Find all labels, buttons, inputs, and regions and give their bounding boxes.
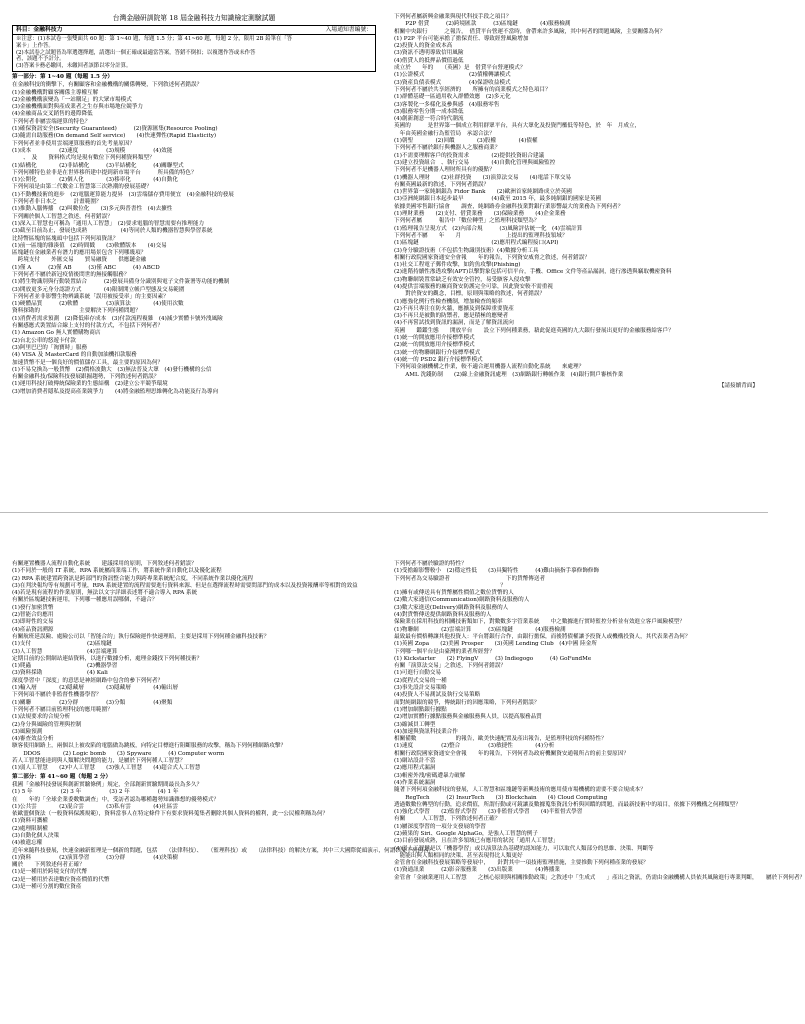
question-line: (4)不再嘗試找到資訊的漏洞，而是了解資訊流向 xyxy=(394,320,514,327)
question-line: (1)將生物識別與行動裝置結合 (2)發展具備身分識別與電子文件簽署等功能的機制 xyxy=(12,279,230,286)
question-line: 透過數數位轉型的行動，追求價值，所謂行動或可鏡讓及數據蒐集資訊分析與回饋的問題，而最新技術中的項目，依據下列機構之何種類型？ xyxy=(394,801,741,808)
question-line: 下列何者屬 報告中「數位轉型」之監理科技類型為？ xyxy=(394,218,540,225)
back-right-column xyxy=(394,561,805,882)
question-line: 下列何項不屬於非監督性機器學習？ xyxy=(12,692,102,699)
question-line: 下列何者不屬於新冠疫情後問世的無接觸服務？ xyxy=(12,272,130,278)
question-line: (1)金融機構對顧客關係主導權互解 xyxy=(12,89,99,96)
question-line: 下列何者並非影響生物辨識系統「誤用被接受率」的主要因素？ xyxy=(12,293,169,300)
question-line: 、 及 資料格式均是現有數位下列何種資料類型？ xyxy=(12,155,155,162)
question-line: (1)弱人工智慧 (2)中人工智慧 (3)強人工智慧 (4)超合式人工智慧 xyxy=(12,765,201,772)
question-line: (2)身分與風險的管理與控制 xyxy=(12,721,82,728)
question-line: (1)世界第一家純網銀為 Fidor Bank (2)歐洲首家純網路成立於英國 xyxy=(394,189,572,196)
question-line: 下列何者不屬於共享經濟的 所擁有的商業模式之特色項目？ xyxy=(394,86,551,93)
question-line: 下列何者並非使用雲端運算服務的首先考量原因？ xyxy=(12,140,136,147)
question-line: (1)網站設計不當 xyxy=(394,758,436,765)
question-line: (2)從程式交易的一種 xyxy=(394,677,447,684)
question-line: 對於資安的觀念，目標，原則與策略的敘述，何者錯誤？ xyxy=(394,291,546,298)
question-line: (1)是一種用於跨境支付的代幣 xyxy=(12,869,88,876)
question-line: 下列何種特色並非是在世界移所建中提到新市場平台 所具備的特色？ xyxy=(12,169,197,176)
question-line: 下列何者屬新興金融業與現代科技手段之項目？ xyxy=(394,14,512,20)
question-line: (1)應強化例行性檢查機制，增加檢查的頻率 xyxy=(394,298,503,305)
question-line: (3)縮減員工轉型 xyxy=(394,721,436,728)
question-line: (2)投資人的資金成本高 xyxy=(394,43,453,50)
question-line: (1)不同於一般的 IT 系統，RPA 系統屬商業端工作，將系統作業自動化以及優化流程 xyxy=(12,568,222,575)
question-line: (1)增加網點銀行據點 xyxy=(394,706,447,713)
question-line: 深度學習中「深度」的意思是神經網路中包含的參下列何者？ xyxy=(12,677,164,684)
question-line: 下列哪一個平台是由臺灣的業者所經營？ xyxy=(394,648,495,655)
question-line: (3)資產負債表模式 (4)保證收益模式 xyxy=(394,79,511,86)
question-line: (1)社交工程電子郵件攻擊，如釣魚攻擊(Phishing) xyxy=(394,262,521,269)
question-line: (1)推動入腦傳播 (2)叫數位化 (3)多元與普書性 (4)去擴性 xyxy=(12,206,173,213)
question-line: 下列何項金融機構之作業，較不適合運用機器人流程自動化系統 來處理？ xyxy=(394,364,585,371)
question-line: (2)蘋果的 Siri、Google AlphaGo，是強人工智慧的例子 xyxy=(394,830,538,837)
question-line: (2)數大家通信(Communication)網路資料及服務的人 xyxy=(394,597,530,604)
instruction-line: (2)本試卷之試題皆為單選選擇題，請選出一個正確或最適當答案，答錯不倒扣；以複選作答或未作答 xyxy=(16,49,256,56)
question-line: 資料探勘的 主要解決下列何種問題？ xyxy=(12,308,141,315)
question-line: (1)統一的開放應用介接標準模式 xyxy=(394,335,475,342)
instruction-line: 者，該題不予計分。 xyxy=(16,56,65,63)
question-line: 相關行政院國家資通安全會報 年的報告，下列何者為政府機關資安通報所占的前主要原因？ xyxy=(394,750,629,757)
front-right-column xyxy=(394,14,758,390)
question-line: 下列關於個人工智慧之敘述，何者錯誤？ xyxy=(12,213,113,220)
question-line: (1)英國 Zopa (2)美國 Prosper (3)英國 Lending Club (4)中國 陸金所 xyxy=(394,641,597,648)
question-line: (2)不再只專注在防火牆，應擴及到保障重要資產 xyxy=(394,305,514,312)
question-line: (1)運用科技打破傳統保險業的生態結構 (2)建立公平競爭環境 xyxy=(12,381,168,388)
question-line: RegTech (2) InsurTech (3) Blockchain (4) Cloud Computing xyxy=(394,794,608,801)
question-line: 隨著下列何項金融科技的發展，人工智慧和區塊鏈等新興技術的應用使市場機構的需要不要合規成本？ xyxy=(394,787,646,794)
question-line: (3)人工智慧 (4)雲端運算 xyxy=(12,648,118,655)
question-line: 下列何者非日本之 計畫範圍？ xyxy=(12,199,102,206)
question-line: 英國 鑑鑑生態 開放平台 設立下列何種業務，藉此促進英國的九大銀行發展出更好的金融服務給客戶？ xyxy=(394,327,674,334)
question-line: (2)統一的開放應用介接標準模式 xyxy=(394,342,475,349)
front-left-column xyxy=(12,14,376,396)
question-line: (3)目前發展成熟，且在許多領域已有應用的狀況「通用人工智慧」 xyxy=(394,838,559,845)
question-line: 在 年的「全球企業委數數調查」中，受訪者認為哪種趨勢知識雜想的優勢模式？ xyxy=(12,796,219,803)
question-line: (4)對貨幣傳送提供網路資料及服務的人 xyxy=(394,612,492,619)
question-line: (1)強化式學習 (2)監督式學習 (3)非監督式學習 (4)半監督式學習 xyxy=(394,809,583,816)
question-line: (1)公共雲 (2)混合雲 (3)私有雲 (4)社區雲 xyxy=(12,803,178,810)
question-line: (1)僅 A (2)僅 AB (3)僅 ABC (4) ABCD xyxy=(12,264,160,271)
question-line: (1)群體基礎一區通用收入群體效應 (2)多元化 xyxy=(394,94,511,101)
question-line: (1)屬深度學習的一項分支發展的學習 xyxy=(394,823,486,830)
question-line: 成立於 年的 （英國）是 借貸平台營運模式？ xyxy=(394,65,526,72)
question-line: 金管會在金融科技發展策略等發展中， 針對其中一項技術監理措施，主要推動下列何種產業的發展？ xyxy=(394,860,649,867)
question-line: (1)深入工智慧也可稱為「通用人工智慧」 (2)要求電腦的智慧需要有推理能力 xyxy=(12,220,205,227)
question-line: (4)加速與資訊科技業合作 xyxy=(394,728,458,735)
question-line: (1)物聯網 (2)雲端計算 (3)區塊鏈 (4)服務檢測 xyxy=(394,626,566,633)
question-line: 有關「演算法交易」之敘述，下列何者錯誤？ xyxy=(394,663,506,670)
question-line: (1)擁有或傳送具有貨幣屬性價值之數位貨幣的人 xyxy=(394,590,514,597)
question-list xyxy=(394,561,805,882)
question-line: (3)金融機構面對與產成業者之生存與市場地位競爭力 xyxy=(12,104,143,111)
question-line: 我國「金融科技發展與創新實驗條例」規定，全部創新實驗期間最長為多久？ xyxy=(12,781,203,788)
question-line: 相關中央銀行 之報告， 借貸平台營運不當時，會帶來許多風險，其中何者的問題風險，主要關係為何？ xyxy=(394,28,666,35)
instruction-line: 案卡」上作答。 xyxy=(16,42,54,49)
question-line: (1)資通訊業 (2)影音服務業 (3)出版業 (4)傳播業 xyxy=(394,867,560,874)
question-line: 比特幣區塊的區塊頭中包括下列何項資訊？ xyxy=(12,235,119,242)
question-line: (1)發行加密貨幣 xyxy=(12,604,54,611)
question-line: 相關備數 的報告，歐美快速配置及產出報告，是監理科技的何種特性？ xyxy=(394,736,607,743)
subject-row xyxy=(13,26,375,35)
question-line: (4)金融商品交叉銷售的邊際降低 xyxy=(12,111,93,118)
question-line: (4)借貸人的抵押品價值過低 xyxy=(394,57,464,64)
question-line: 有關運置機器人流程自動化系統 建議採用的原則，下列敘述何者錯誤？ xyxy=(12,561,197,567)
question-line: (3)帳密外洩/密碼遭暴力破解 xyxy=(394,772,466,779)
question-line: (1)公證模式 (2)債權轉讓模式 xyxy=(394,72,511,79)
question-line: (4)弱人工智慧是以「機器學習」或以演算法為基礎的認知能力，可以取代人類部分的思維、決策、判斷等 xyxy=(394,845,654,852)
question-line: (2) RPA 系統建置跨資訊是跨部門的資訊整合能力與跨專業系統配合度，不同系統作業以優化流程 xyxy=(12,575,254,582)
question-line: (1)資料可攜權 xyxy=(12,818,48,825)
instruction-line: (3)答案卡務必繳回，未繳回者該節以零分計算。 xyxy=(16,63,132,70)
question-line: 金管會「金融業運用人工智慧 之核心原則與相關推動政策」之敘述中「生成式 」產出之資訊，仍需由金融機構人員依其風險進行專業判斷， 屬於下列何者？ xyxy=(394,874,805,881)
question-line: (2)增加實體行據點服務與金融服務與人員，以提高服務品質 xyxy=(394,714,542,721)
question-line: (4)被遺忘權 xyxy=(12,840,43,847)
question-line: (1)關聯 (2)分群 (3)分類 (4)聚類 xyxy=(12,699,173,706)
section-two-heading: 第二部分：第 41~60 題（每題 2 分） xyxy=(12,773,112,780)
question-line: (3)身分驗證技術（不包括生物識別技術）(4)數據分析工具 xyxy=(394,247,539,254)
question-line: (1)不易兌換為一般貨幣 (2)價格波動大 (3)無法普及大眾 (4)發行機構的公信 xyxy=(12,366,212,373)
question-line: (1) Amazon Go 無人實體購物商店 xyxy=(12,330,101,337)
question-line: 有關航班延誤險、處險公司以「智能合約」執行保險運作快速理賠，主要是採用下列何種金融科技技術？ xyxy=(12,633,270,640)
question-line: 若人工智慧能達到與人類解決問題的能力，是屬於下列何種人工智慧？ xyxy=(12,758,186,765)
question-line: 駭客使用網路上，兩個以上被攻陷的電腦做為跳板，向特定目標進行阻斷服務的攻擊，稱為下列何種網路攻擊？ xyxy=(12,743,287,750)
question-line: 下列何者不屬於驗證的特性？ xyxy=(394,561,467,567)
question-line: 定期目前的公開網站連結資料，以進行數據分析，處理金錢找下列何種技術？ xyxy=(12,655,203,662)
question-line: (3)自動化個人決策 xyxy=(12,832,60,839)
subject-label: 科目：金融科技力 xyxy=(16,27,63,33)
question-line: (2)金融機構演變為「一站購足」的大眾市場模式 xyxy=(12,96,132,103)
question-line: (1)公開化 (2)個人化 (3)移率化 (4)自動化 xyxy=(12,177,178,184)
question-line: 英國的 是世界第一個成立利用群眾平台，具有大眾化及投資門檻低等特色，於 年 月成立， xyxy=(394,123,641,130)
question-line: (3)風險預測 xyxy=(12,728,43,735)
question-line: (1)法規要求的合規分析 xyxy=(12,714,71,721)
question-line: 加速貨幣不是一個良好的價值儲存工具，最主要的原因為何？ xyxy=(12,359,164,366)
question-line: (2)台北公車的悠遊卡付款 xyxy=(12,337,76,344)
question-line: (3)不再只是被動的防禦者，應是積極的應變者 xyxy=(394,313,509,320)
question-line: 能能出與人類相同的決策、甚至表現得比人類更好 xyxy=(394,852,523,859)
question-line: (4) VISA 及 MasterCard 的自動加油機扣款服務 xyxy=(12,352,137,359)
question-line: (3)建立投資組合 、執行交易 (4)自動化管理與風險監控 xyxy=(394,159,556,166)
question-line: (1)區塊鏈 (2)應用程式編程接口(API) xyxy=(394,240,559,247)
question-line: 區塊鏈在金融業者有潛力的應用場景包含下列哪幾項？ xyxy=(12,250,147,257)
question-line: (3)阿里巴巴的「淘寶時」服務 xyxy=(12,344,88,351)
question-line: (1)可進行自動交易 xyxy=(394,670,442,677)
exam-page-front xyxy=(0,0,768,512)
question-line: (3)客製化一多樣化及參與感 (4)服務零售 xyxy=(394,101,500,108)
question-line: (1)監理報告呈現方式 (2)內部合規 (3)風險評估統一化 (4)雲端計算 xyxy=(394,225,583,232)
question-line: (1)不動機技術的進步 (2)電腦運算能力提昇 (3)雲端儲存費用便宜 (4)金融科技的發展 xyxy=(12,191,234,198)
question-line: 保險業在採用科技的相關技術類如下，對數數多字管業系統 中之數據進行實時監控分析並有效進立客戶風險模型？ xyxy=(394,619,685,626)
question-line: (2)智能合約應用 xyxy=(12,612,54,619)
question-line: 有關 人工智慧，下列敘述何者正確？ xyxy=(394,816,501,823)
question-line: (4)審查效益分析 xyxy=(12,736,54,743)
question-list xyxy=(12,82,376,396)
question-line: (2)應用程式漏洞 xyxy=(394,765,436,772)
admission-number-label: 入場通知書編號： xyxy=(325,27,372,33)
question-line: (3)增加消費者隱私及提高產業競爭力 (4)將金融監理思維轉化為功能及行為導向 xyxy=(12,388,219,395)
instructions xyxy=(13,35,375,71)
question-line: (3)資料採勘 (4) Kali xyxy=(12,670,108,677)
question-line: (1)速度 (2)整合 (3)敏捷性 (4)分析 xyxy=(394,743,555,750)
question-line: (3)是一種可分割的數位資產 xyxy=(12,884,82,891)
question-line: (3)開放更多元身分認證方式 (4)限制開立帳戶型態及交易範圍 xyxy=(12,286,185,293)
question-line: (4)作業系統漏洞 xyxy=(394,779,436,786)
question-line: (4)產品資訊溯源 xyxy=(12,626,54,633)
continue-note: 【請接續背面】 xyxy=(718,382,758,389)
question-line: (3)截至目前為止，發展也成熟 (4)等同於人類的機器智慧與學習系統 xyxy=(12,228,213,235)
question-line: ？ xyxy=(394,582,506,589)
question-line: 依據美國零售銀行協會 調查，純網路券金融科技業對銀行業影響最大的業務為下列何者？ xyxy=(394,203,624,210)
question-line: 下列何者不屬於銀行與機器人之服務商業？ xyxy=(394,145,501,152)
section-one-heading: 第一部分：第 1~40 題（每題 1.5 分） xyxy=(12,73,114,80)
question-line: (1)確保資訊安全(Security Guaranteed) (2)資源匯集(Resource Pooling) xyxy=(12,126,218,133)
question-line: (3)隨需自助服務(On demand Self service) (4)快速彈性(Rapid Elasticity) xyxy=(12,133,217,140)
question-line: (1)機器人理財 (2)社群投資 (3)演算法交易 (4)電話下單交易 xyxy=(394,174,572,181)
question-line: (1)成本 (2)速度 (3)規模 (4)效能 xyxy=(12,147,173,154)
question-line: 有關英國最新的敘述，下列何者錯誤？ xyxy=(394,181,490,188)
question-line: (4)創新創意一符合時代潮流 xyxy=(394,116,464,123)
question-line: (1)前一區塊的雜湊值 (2)時間戳 (3)軟體版本 (4)交易 xyxy=(12,242,167,249)
question-line: 下列何者不屬目前監理科技的應用範圍？ xyxy=(12,706,113,713)
question-line: (2)處理限制權 xyxy=(12,825,48,832)
question-line: (1)理財業務 (2)支付、借貸業務 (3)保險業務 (4)企金業務 xyxy=(394,211,566,218)
question-line: 下列何者不屬 年 月 上提出的監理科技領域？ xyxy=(394,232,568,239)
instruction-line: ※注意：(1)本試卷一張雙面共 60 題：第 1~40 題，每題 1.5 分；第 41~60 題，每題 2 分，限用 2B 鉛筆在「答 xyxy=(16,36,293,42)
question-line: 有關於區塊鏈技術運用，下列哪一種應用誤哪個，不適合？ xyxy=(12,597,158,604)
question-line: (1) P2P 平台可能承擔了擔保責任、導致經營風險增加 xyxy=(394,35,529,42)
question-line: 近年來隨科技發展，快速金融新監理是一個新的問題，包括 （法律科技）、 （監理科技）或 （法律科技）的解決方案，其中三大國際從頭演示，何謂以及下列何者？ xyxy=(12,847,435,854)
exam-title: 台灣金融研訓院第 18 屆金融科技力知識檢定測驗試題 xyxy=(112,14,276,22)
question-line: (1)結構化 (2)非結構化 (3)半結構化 (4)關聯型式 xyxy=(12,162,184,169)
question-line: (1) 5 年 (2) 3 年 (3) 2 年 (4) 1 年 xyxy=(12,789,179,796)
question-line: 下列何者非屬雲端運算的特色？ xyxy=(12,118,91,125)
question-line: (1)資料 (2)演算學習 (3)分群 (4)決策樹 xyxy=(12,854,178,861)
question-line: 依歐盟個資法（一般資料保護規範），資料當事人在特定條件下有要求資料蒐集者刪除其個人資料的權利，此一公民權利稱為何？ xyxy=(12,811,329,818)
question-line: 下列何者為交易驗證者 下的貨幣傳送者 xyxy=(394,575,546,582)
question-line: (5)服務零售分期一成本降低 xyxy=(394,108,464,115)
question-line: (1)不需要理解客戶的投資需求 (2)提供投資組合建議 xyxy=(394,152,545,159)
question-line: (1)爬蟲 (2)機器學習 xyxy=(12,663,118,670)
question-line: (4)若是現有流程的作業原則，無法以文字詳細表述將不適合導入 RPA 系統 xyxy=(12,590,198,597)
question-line: (2)進階持續性滲透攻擊(APT)以擊對象包括可信平台，手機、Office 文件等產品漏洞，進行滲透與竊取機密資料 xyxy=(394,269,672,276)
question-line: (2)是一種用於表達數位資產價值的代幣 xyxy=(12,876,110,883)
exam-page-back xyxy=(0,512,805,1024)
question-line: (1) Kickstarter (2) FlyingV (3) Indiegogo (4) GoFundMe xyxy=(394,655,592,662)
question-line: AML 洗錢防制 (2)線上金融資訊處理 (3)網路銀行轉帳作業 (4)銀行開戶審核作業 xyxy=(394,371,624,378)
question-line: (1)硬體品質 (2)軟體 (3)演算法 (4)使用次數 xyxy=(12,301,184,308)
question-line: (3)統一的物聯網銀行介接標準模式 xyxy=(394,349,481,356)
exam-info-box xyxy=(12,25,376,72)
question-line: 關於 下列敘述何者正確？ xyxy=(12,862,85,869)
question-line: (3)在判決報均等有規劃可考量，RPA 系統建置的流程需要進行資料來源、但是在選擇流程時需要問部門的成本以及投資報酬率等相對的效益 xyxy=(12,582,358,589)
question-line: 相關行政院國家資通安全會報 年的報告，下列資安威脅之敘述，何者錯誤？ xyxy=(394,254,590,261)
question-line: 在金融科技的衝擊下，有關顧客和金融機構的關係轉變，下列敘述何者錯誤？ xyxy=(12,82,203,89)
question-line: (1)消費者需求預測 (2)降低庫存成本 (3)付款流程複雜 (4)減少實體卡號外洩風險 xyxy=(12,315,223,322)
question-line: 有關金融科技/保險科技發展跟掘趨勢，下列敘述何者錯誤？ xyxy=(12,374,160,381)
question-line: (1)支付 (2)區塊鏈 xyxy=(12,641,112,648)
question-line: DDOS (2) Logic bomb (3) Spyware (4) Computer worm xyxy=(12,750,225,757)
question-line: (4)投資人不易測試及執行交易策略 xyxy=(394,692,481,699)
question-line: (1)輸入層 (2)隱藏層 (3)隱藏層 (4)輸出層 xyxy=(12,685,178,692)
question-list xyxy=(394,14,758,379)
question-line: 下列何項是由第二代數金工智慧第三次熟潮的發展基礎？ xyxy=(12,184,152,191)
question-line: 年由英國金融行為監管局 承認合法？ xyxy=(394,130,495,137)
question-line: (3)事先設計交易策略 xyxy=(394,685,447,692)
question-line: (3)數大家進送(Delivery)網路資料及服務的人 xyxy=(394,604,509,611)
question-line: 下列何者不是機器人理財所具有的優點？ xyxy=(394,167,495,174)
question-line: (3)亞洲純網銀日本起步最早 (4)截至 2015 年，最多純網銀的國家是英國 xyxy=(394,196,602,203)
question-line: 面對純網銀的競爭，傳統銀行的因應策略，下列何者錯誤？ xyxy=(394,699,540,706)
question-line: (3)資訊不透明導致信用風險 xyxy=(394,50,464,57)
question-line: 跨境支付 外匯交易 貿易融資 供應鏈金融 xyxy=(12,257,147,264)
question-line: (1)朝聖 (2)回饋 (3)股權 (4)債權 xyxy=(394,138,538,145)
question-line: (4)統一的 PSD2 銀行介接標準模式 xyxy=(394,356,483,363)
question-line: (3)即時性的交易 xyxy=(12,619,54,626)
question-line: (3)物聯網裝置常缺乏有效安全管控，易受駭客入侵攻擊 xyxy=(394,276,531,283)
question-line: (4)提供雲端服務的廠商資安防護完全可靠，因此資安較不需重視 xyxy=(394,283,553,290)
question-line: P2P 借貸 (2)跨境匯款 (3)區塊鏈 (4)服務檢測 xyxy=(394,21,571,28)
question-line: (1)受擔縮影響較小 (2)穩定性低 (3)具獨特性 (4)難由摘指手摹修飾修飾 xyxy=(394,568,600,575)
question-line: 最致最有價格轉讓其他投資人：平台將銀行合作，由銀行擔保，而後將債權讓予投資人或機構投資人，其代表業者為何？ xyxy=(394,633,691,640)
question-line: 有關感應式裝置結合線上支付的付款方式，不包括下列何者？ xyxy=(12,323,164,330)
